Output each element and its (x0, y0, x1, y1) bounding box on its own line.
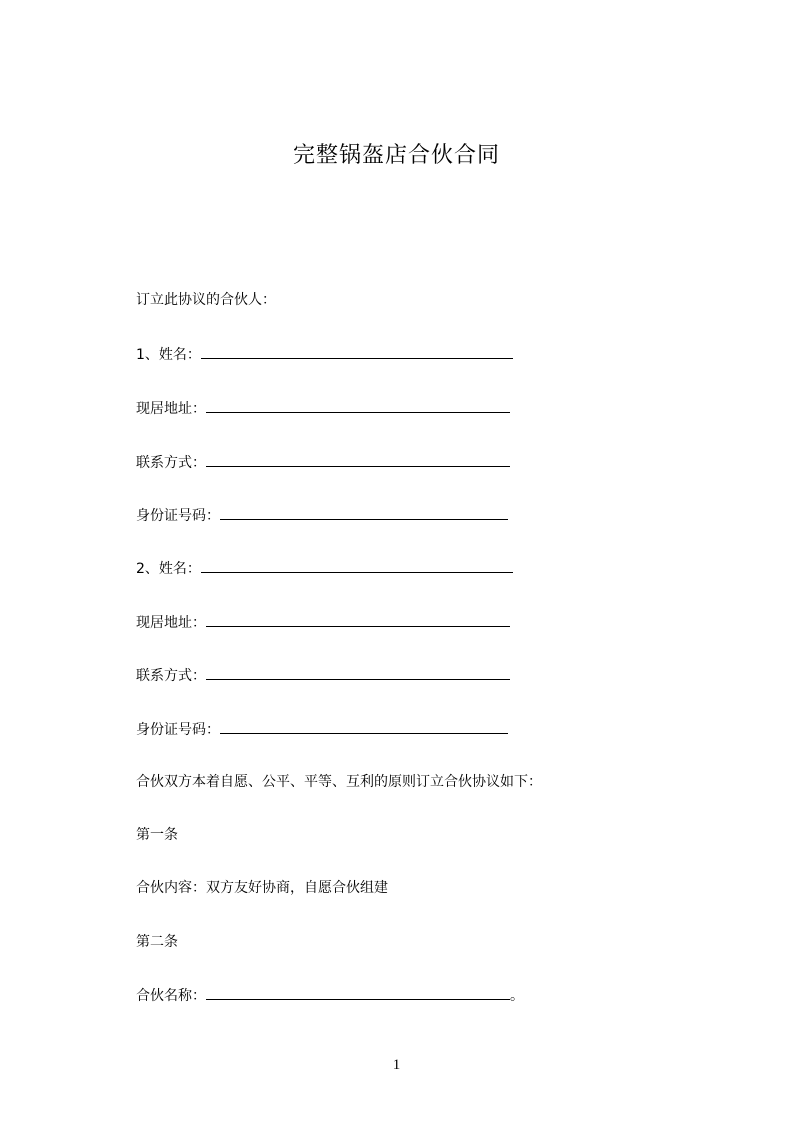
partner2-id-row (136, 719, 508, 739)
article1-heading: 第一条 (136, 827, 178, 843)
partner2-contact-label: 联系方式： (136, 668, 206, 684)
partner2-contact-blank (206, 665, 510, 680)
article2-name-row (136, 985, 524, 1005)
partner1-name-label: 1、姓名： (136, 347, 201, 363)
partner1-address-blank (206, 398, 510, 413)
partner2-address-label: 现居地址： (136, 615, 206, 631)
partner1-address-row (136, 398, 510, 418)
article2-name-blank (206, 985, 510, 1000)
article2-heading: 第二条 (136, 934, 178, 950)
article1-content: 合伙内容：双方友好协商，自愿合伙组建 (136, 880, 388, 896)
intro-line: 订立此协议的合伙人： (136, 292, 276, 308)
article2-name-suffix: 。 (510, 988, 524, 1004)
partner2-contact-row (136, 665, 510, 685)
partner2-name-row (136, 558, 513, 578)
partner1-contact-blank (206, 452, 510, 467)
article2-name-label: 合伙名称： (136, 988, 206, 1004)
partner1-id-label: 身份证号码： (136, 508, 220, 524)
partner2-address-row (136, 612, 510, 632)
partner2-name-blank (201, 558, 513, 573)
partner2-id-blank (220, 719, 508, 734)
partner2-id-label: 身份证号码： (136, 722, 220, 738)
partner1-address-label: 现居地址： (136, 401, 206, 417)
partner1-contact-row (136, 452, 510, 472)
principle-line: 合伙双方本着自愿、公平、平等、互利的原则订立合伙协议如下： (136, 774, 542, 790)
partner2-address-blank (206, 612, 510, 627)
partner2-name-label: 2、姓名： (136, 561, 201, 577)
document-title: 完整锅盔店合伙合同 (292, 143, 500, 168)
page-number: 1 (392, 1057, 401, 1073)
partner1-id-blank (220, 505, 508, 520)
partner1-name-row (136, 344, 513, 364)
partner1-id-row (136, 505, 508, 525)
partner1-contact-label: 联系方式： (136, 455, 206, 471)
partner1-name-blank (201, 344, 513, 359)
